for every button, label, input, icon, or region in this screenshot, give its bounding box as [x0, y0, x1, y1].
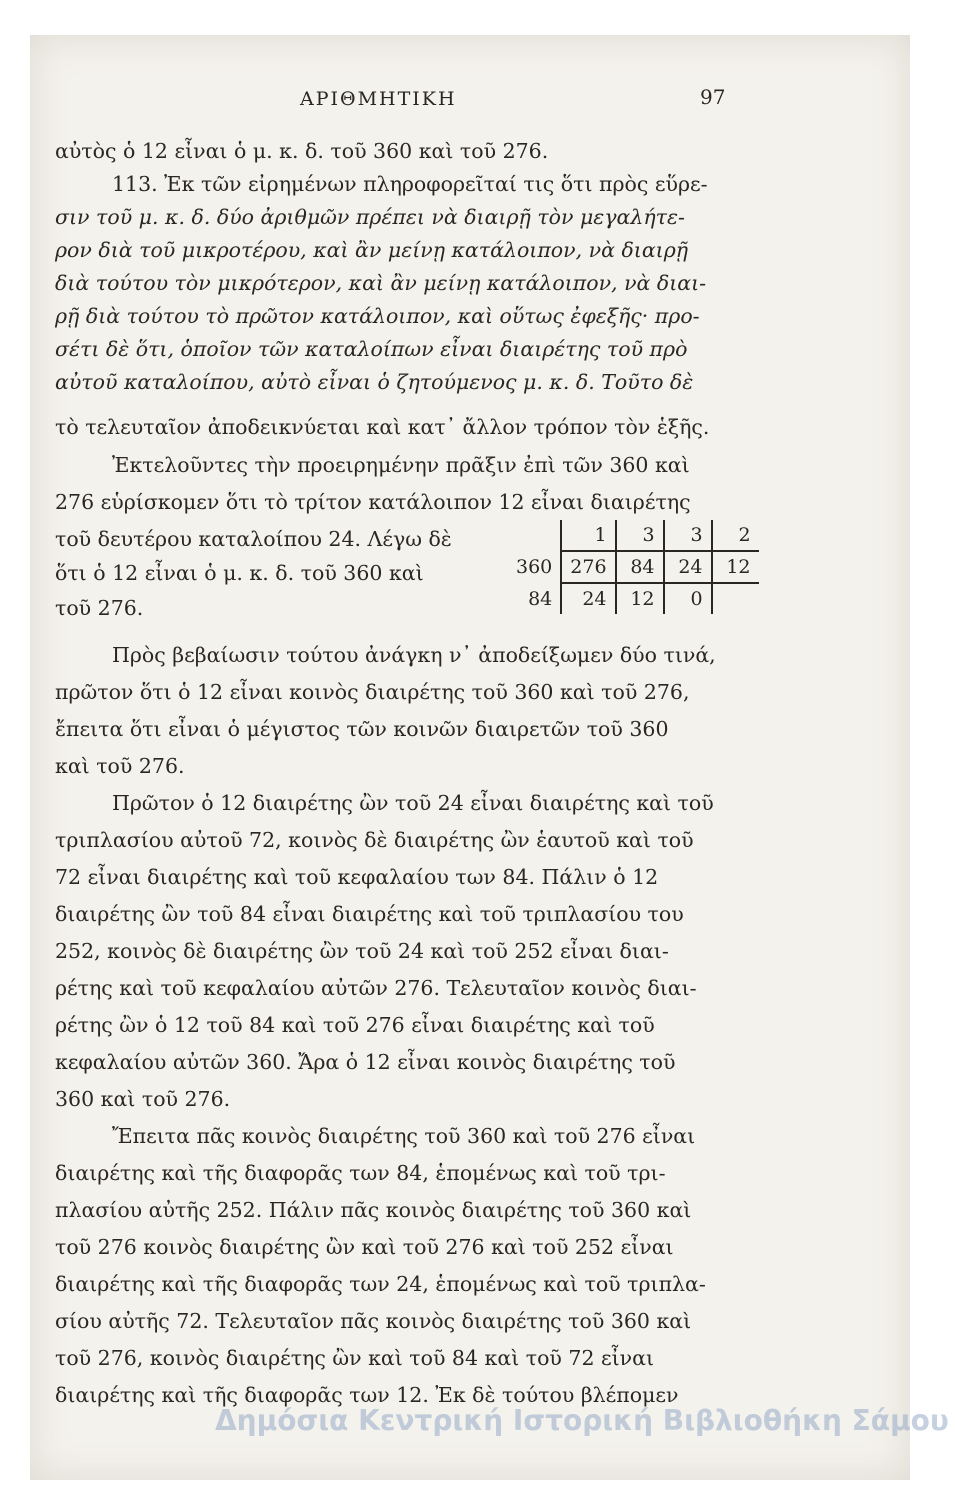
- text-line: διαιρέτης ὢν τοῦ 84 εἶναι διαιρέτης καὶ τοῦ τριπλασίου του: [55, 902, 684, 926]
- quotient-cell: 2: [712, 520, 759, 551]
- text-line: 113. Ἐκ τῶν εἰρημένων πληροφορεῖταί τις ὅτι πρὸς εὕρε-: [112, 172, 708, 196]
- text-line: ρέτης ὢν ὁ 12 τοῦ 84 καὶ τοῦ 276 εἶναι διαιρέτης καὶ τοῦ: [55, 1013, 655, 1037]
- text-line: διὰ τούτου τὸν μικρότερον, καὶ ἂν μείνῃ κατάλοιπον, νὰ διαι-: [55, 271, 707, 295]
- table-blank: [712, 583, 759, 614]
- text-line: ὅτι ὁ 12 εἶναι ὁ μ. κ. δ. τοῦ 360 καὶ: [55, 561, 424, 585]
- text-line: τοῦ 276 κοινὸς διαιρέτης ὢν καὶ τοῦ 276 καὶ τοῦ 252 εἶναι: [55, 1235, 674, 1259]
- text-line: σίου αὐτῆς 72. Τελευταῖον πᾶς κοινὸς διαιρέτης τοῦ 360 καὶ: [55, 1309, 692, 1333]
- remainder-cell: 24: [561, 583, 615, 614]
- text-line: τοῦ δευτέρου καταλοίπου 24. Λέγω δὲ: [55, 527, 452, 551]
- dividend-cell: 24: [664, 551, 712, 583]
- library-watermark: Δημόσια Κεντρική Ιστορική Βιβλιοθήκη Σάμου: [215, 1404, 949, 1437]
- remainder-cell: 12: [616, 583, 664, 614]
- text-line: 360 καὶ τοῦ 276.: [55, 1087, 231, 1111]
- text-line: τοῦ 276, κοινὸς διαιρέτης ὢν καὶ τοῦ 84 καὶ τοῦ 72 εἶναι: [55, 1346, 655, 1370]
- text-line: κεφαλαίου αὐτῶν 360. Ἄρα ὁ 12 εἶναι κοινὸς διαιρέτης τοῦ: [55, 1050, 676, 1074]
- running-header-title: ΑΡΙΘΜΗΤΙΚΗ: [300, 88, 457, 110]
- text-line: 252, κοινὸς δὲ διαιρέτης ὢν τοῦ 24 καὶ τοῦ 252 εἶναι διαι-: [55, 939, 669, 963]
- page-number: 97: [700, 85, 726, 109]
- text-line: ρέτης καὶ τοῦ κεφαλαίου αὐτῶν 276. Τελευταῖον κοινὸς διαι-: [55, 976, 697, 1000]
- table-blank: [508, 520, 561, 551]
- text-line: πρῶτον ὅτι ὁ 12 εἶναι κοινὸς διαιρέτης τοῦ 360 καὶ τοῦ 276,: [55, 680, 690, 704]
- text-line: Πρῶτον ὁ 12 διαιρέτης ὢν τοῦ 24 εἶναι διαιρέτης καὶ τοῦ: [112, 791, 714, 815]
- dividend-cell: 360: [516, 556, 553, 578]
- text-line: Ἐκτελοῦντες τὴν προειρημένην πρᾶξιν ἐπὶ τῶν 360 καὶ: [112, 453, 690, 477]
- quotient-cell: 3: [664, 520, 712, 551]
- text-line: καὶ τοῦ 276.: [55, 754, 185, 778]
- quotient-cell: 3: [616, 520, 664, 551]
- text-line: ρῇ διὰ τούτου τὸ πρῶτον κατάλοιπον, καὶ οὕτως ἐφεξῆς· προ-: [55, 304, 700, 328]
- text-line: 72 εἶναι διαιρέτης καὶ τοῦ κεφαλαίου των 84. Πάλιν ὁ 12: [55, 865, 659, 889]
- text-line: ρον διὰ τοῦ μικροτέρου, καὶ ἂν μείνῃ κατάλοιπον, νὰ διαιρῇ: [55, 238, 689, 262]
- text-line: τριπλασίου αὐτοῦ 72, κοινὸς δὲ διαιρέτης ὢν ἑαυτοῦ καὶ τοῦ: [55, 828, 694, 852]
- remainder-cell: 84: [528, 587, 553, 610]
- text-line: τὸ τελευταῖον ἀποδεικνύεται καὶ κατ᾽ ἄλλον τρόπον τὸν ἑξῆς.: [55, 415, 710, 439]
- text-line: αὐτοῦ καταλοίπου, αὐτὸ εἶναι ὁ ζητούμενος μ. κ. δ. Τοῦτο δὲ: [55, 370, 694, 394]
- remainder-cell: 0: [664, 583, 712, 614]
- text-line: διαιρέτης καὶ τῆς διαφορᾶς των 24, ἑπομένως καὶ τοῦ τριπλα-: [55, 1272, 706, 1296]
- dividend-cell: 276: [561, 551, 615, 583]
- quotient-cell: 1: [561, 520, 615, 551]
- text-line: Πρὸς βεβαίωσιν τούτου ἀνάγκη ν᾽ ἀποδείξωμεν δύο τινά,: [112, 643, 716, 667]
- text-line: διαιρέτης καὶ τῆς διαφορᾶς των 12. Ἐκ δὲ τούτου βλέπομεν: [55, 1383, 679, 1407]
- dividend-cell: 84: [616, 551, 664, 583]
- text-line: 276 εὑρίσκομεν ὅτι τὸ τρίτον κατάλοιπον 12 εἶναι διαιρέτης: [55, 490, 691, 514]
- text-line: τοῦ 276.: [55, 596, 144, 620]
- text-line: ἔπειτα ὅτι εἶναι ὁ μέγιστος τῶν κοινῶν διαιρετῶν τοῦ 360: [55, 717, 669, 741]
- text-line: διαιρέτης καὶ τῆς διαφορᾶς των 84, ἑπομένως καὶ τοῦ τρι-: [55, 1161, 666, 1185]
- euclidean-division-table: [508, 520, 759, 614]
- text-line: σιν τοῦ μ. κ. δ. δύο ἀριθμῶν πρέπει νὰ διαιρῇ τὸν μεγαλήτε-: [55, 205, 685, 229]
- text-line: σέτι δὲ ὅτι, ὁποῖον τῶν καταλοίπων εἶναι διαιρέτης τοῦ πρὸ: [55, 337, 688, 361]
- dividend-cell: 12: [712, 551, 759, 583]
- text-line: πλασίου αὐτῆς 252. Πάλιν πᾶς κοινὸς διαιρέτης τοῦ 360 καὶ: [55, 1198, 692, 1222]
- text-line: αὐτὸς ὁ 12 εἶναι ὁ μ. κ. δ. τοῦ 360 καὶ τοῦ 276.: [55, 139, 549, 163]
- text-line: Ἔπειτα πᾶς κοινὸς διαιρέτης τοῦ 360 καὶ τοῦ 276 εἶναι: [112, 1124, 696, 1148]
